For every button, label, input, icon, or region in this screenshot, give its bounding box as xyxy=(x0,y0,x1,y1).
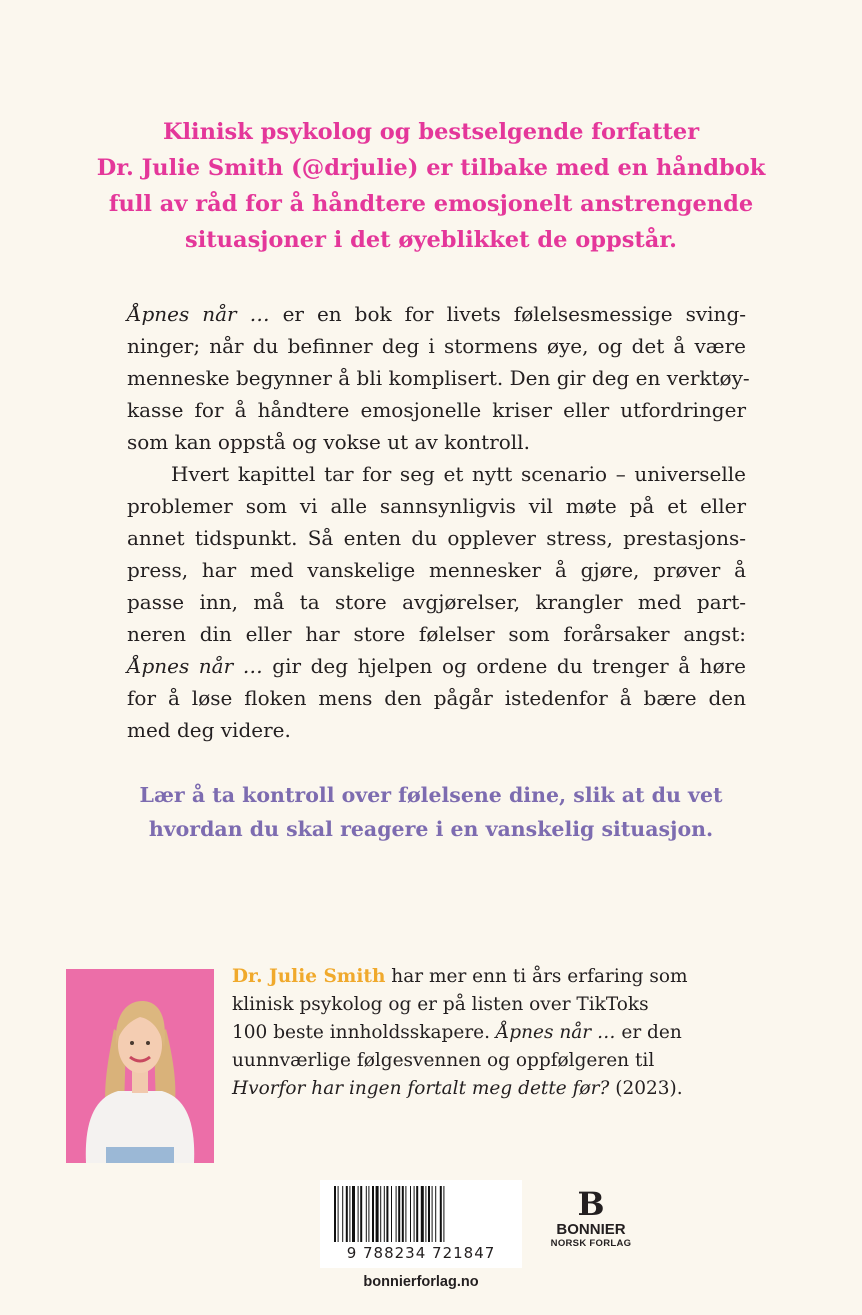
barcode-bars xyxy=(320,1180,522,1244)
barcode-bar xyxy=(391,1186,392,1242)
barcode-bar xyxy=(349,1186,350,1242)
body-line: for å løse floken mens den pågår istedenfor å bære den xyxy=(127,686,746,710)
barcode-bar xyxy=(380,1186,381,1242)
barcode-bar xyxy=(405,1186,406,1242)
intro-blurb xyxy=(60,114,802,258)
body-line: passe inn, må ta store avgjørelser, krangler med part- xyxy=(127,590,746,614)
closing-tagline xyxy=(60,778,802,846)
publisher-b-icon: B xyxy=(577,1185,605,1223)
bio-line: Dr. Julie Smith har mer enn ti års erfaring som xyxy=(232,966,688,987)
body-line: med deg videre. xyxy=(127,718,291,742)
bio-line: Hvorfor har ingen fortalt meg dette før? (2023). xyxy=(232,1078,683,1099)
body-line: som kan oppstå og vokse ut av kontroll. xyxy=(127,430,530,454)
barcode-bar xyxy=(440,1186,442,1242)
bio-line: uunnværlige følgesvennen og oppfølgeren til xyxy=(232,1050,655,1071)
intro-line: situasjoner i det øyeblikket de oppstår. xyxy=(185,227,677,253)
barcode-bar xyxy=(346,1186,348,1242)
publisher-subtitle: NORSK FORLAG xyxy=(550,1238,632,1249)
barcode-bar xyxy=(360,1186,362,1242)
barcode-bar xyxy=(443,1186,444,1242)
bio-line: 100 beste innholdsskapere. Åpnes når … er den xyxy=(232,1022,682,1043)
barcode-bar xyxy=(358,1186,359,1242)
book-title: Åpnes når … xyxy=(127,654,263,678)
barcode-bar xyxy=(342,1186,343,1242)
body-line: Hvert kapittel tar for seg et nytt scenario – universelle xyxy=(171,462,746,486)
book-title: Åpnes når … xyxy=(127,302,270,326)
body-line: menneske begynner å bli komplisert. Den gir deg en verktøy- xyxy=(127,366,750,390)
intro-line: Dr. Julie Smith (@drjulie) er tilbake med en håndbok xyxy=(96,155,766,181)
barcode-bar xyxy=(334,1186,336,1242)
barcode-bar xyxy=(421,1186,424,1242)
isbn-number: 9 788234 721847 xyxy=(346,1244,496,1262)
publisher-name: BONNIER xyxy=(556,1221,626,1238)
body-line: ninger; når du befinner deg i stormens øye, og det å være xyxy=(127,334,746,358)
book-title: Åpnes når … xyxy=(495,1022,616,1043)
publisher-logo xyxy=(546,1185,636,1250)
paragraph-2 xyxy=(127,458,746,746)
body-line: Åpnes når … gir deg hjelpen og ordene du trenger å høre xyxy=(127,654,747,678)
author-name: Dr. Julie Smith xyxy=(232,966,386,987)
barcode-bar xyxy=(410,1186,411,1242)
barcode-bar xyxy=(386,1186,388,1242)
previous-book-title: Hvorfor har ingen fortalt meg dette før? xyxy=(232,1078,610,1099)
barcode-bar xyxy=(338,1186,339,1242)
barcode-bar xyxy=(352,1186,355,1242)
barcode-bar xyxy=(372,1186,374,1242)
barcode-bar xyxy=(398,1186,400,1242)
barcode-bar xyxy=(368,1186,369,1242)
author-portrait-illustration xyxy=(66,969,214,1163)
barcode-bar xyxy=(376,1186,379,1242)
barcode-bar xyxy=(435,1186,436,1242)
author-bio xyxy=(232,963,702,1103)
barcode-bar xyxy=(416,1186,418,1242)
barcode-bar xyxy=(384,1186,385,1242)
body-line: neren din eller har store følelser som forårsaker angst: xyxy=(127,622,746,646)
intro-line: full av råd for å håndtere emosjonelt anstrengende xyxy=(108,191,754,217)
paragraph-1 xyxy=(127,298,750,458)
barcode-bar xyxy=(402,1186,404,1242)
body-line: Åpnes når … er en bok for livets følelsesmessige sving- xyxy=(127,302,746,326)
body-line: problemer som vi alle sannsynligvis vil møte på et eller xyxy=(127,494,746,518)
barcode xyxy=(320,1180,522,1268)
barcode-bar xyxy=(366,1186,367,1242)
body-line: annet tidspunkt. Så enten du opplever stress, prestasjons- xyxy=(127,526,746,550)
barcode-bar xyxy=(428,1186,430,1242)
barcode-bar xyxy=(414,1186,415,1242)
barcode-bar xyxy=(425,1186,426,1242)
bio-line: klinisk psykolog og er på listen over TikToks xyxy=(232,994,649,1015)
intro-line: Klinisk psykolog og bestselgende forfatter xyxy=(162,119,700,145)
body-line: press, har med vanskelige mennesker å gjøre, prøver å xyxy=(127,558,746,582)
closing-line: Lær å ta kontroll over følelsene dine, slik at du vet xyxy=(139,783,723,807)
body-line: kasse for å håndtere emosjonelle kriser eller utfordringer xyxy=(127,398,746,422)
description xyxy=(127,298,750,746)
barcode-bar xyxy=(432,1186,433,1242)
barcode-bar xyxy=(396,1186,397,1242)
closing-line: hvordan du skal reagere i en vanskelig situasjon. xyxy=(148,817,714,841)
author-photo xyxy=(66,969,214,1163)
publisher-website[interactable]: bonnierforlag.no xyxy=(363,1274,479,1290)
